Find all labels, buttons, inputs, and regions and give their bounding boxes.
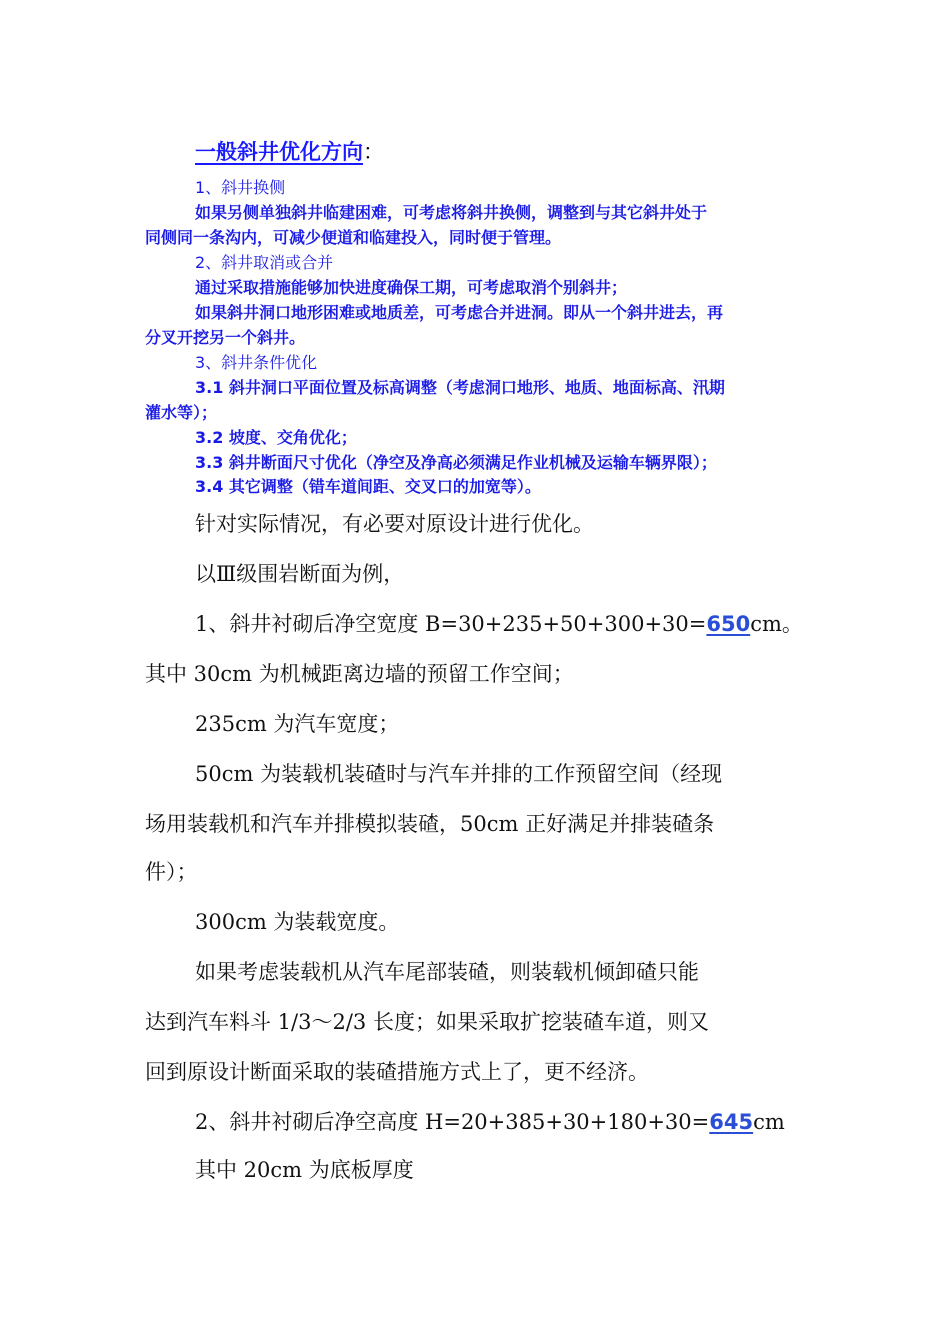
- paragraph-4: 其中 30cm 为机械距离边墙的预留工作空间；: [145, 662, 574, 686]
- width-formula: 1、斜井衬砌后净空宽度 B=30+235+50+300+30=: [195, 612, 707, 636]
- paragraph-7: 300cm 为装载宽度。: [195, 910, 400, 934]
- item2-line1: 通过采取措施能够加快进度确保工期，可考虑取消个别斜井；: [195, 278, 628, 297]
- item3-1-line2: 灌水等）；: [145, 403, 218, 422]
- item3-1-line1: 3.1 斜井洞口平面位置及标高调整（考虑洞口地形、地质、地面标高、汛期: [195, 378, 725, 397]
- item2-title: 2、斜井取消或合并: [195, 253, 334, 272]
- paragraph-10: 其中 20cm 为底板厚度: [195, 1158, 414, 1182]
- paragraph-9: [195, 1108, 785, 1136]
- item3-title: 3、斜井条件优化: [195, 353, 318, 372]
- paragraph-6-line3: 件）；: [145, 860, 198, 884]
- paragraph-1: 针对实际情况，有必要对原设计进行优化。: [195, 512, 594, 536]
- paragraph-3: [195, 610, 803, 638]
- item2-line2: 如果斜井洞口地形困难或地质差，可考虑合并进洞。即从一个斜井进去，再: [195, 303, 724, 322]
- paragraph-8-line1: 如果考虑装载机从汽车尾部装碴，则装载机倾卸碴只能: [195, 960, 699, 984]
- paragraph-6-line1: 50cm 为装载机装碴时与汽车并排的工作预留空间（经现: [195, 762, 723, 786]
- paragraph-6-line2: 场用装载机和汽车并排模拟装碴，50cm 正好满足并排装碴条: [145, 812, 715, 836]
- item3-3: 3.3 斜井断面尺寸优化（净空及净高必须满足作业机械及运输车辆界限）；: [195, 453, 717, 472]
- heading-link[interactable]: 一般斜井优化方向: [195, 140, 363, 164]
- paragraph-5: 235cm 为汽车宽度；: [195, 712, 400, 736]
- item3-2: 3.2 坡度、交角优化；: [195, 428, 357, 447]
- height-unit: cm: [753, 1110, 785, 1134]
- paragraph-2: 以Ⅲ级围岩断面为例，: [195, 562, 405, 586]
- item1-line1: 如果另侧单独斜井临建困难，可考虑将斜井换侧，调整到与其它斜井处于: [195, 203, 708, 222]
- height-formula: 2、斜井衬砌后净空高度 H=20+385+30+180+30=: [195, 1110, 710, 1134]
- item1-title: 1、斜井换侧: [195, 178, 286, 197]
- item3-4: 3.4 其它调整（错车道间距、交叉口的加宽等）。: [195, 477, 541, 496]
- item1-line2: 同侧同一条沟内，可减少便道和临建投入，同时便于管理。: [145, 228, 562, 247]
- section-heading: [195, 136, 384, 166]
- width-value-link[interactable]: 650: [706, 612, 751, 636]
- item2-line3: 分叉开挖另一个斜井。: [145, 328, 306, 347]
- paragraph-8-line3: 回到原设计断面采取的装碴措施方式上了，更不经济。: [145, 1060, 649, 1084]
- heading-colon: ：: [363, 140, 384, 164]
- height-value-link[interactable]: 645: [709, 1110, 754, 1134]
- paragraph-8-line2: 达到汽车料斗 1/3～2/3 长度；如果采取扩挖装碴车道，则又: [145, 1010, 709, 1034]
- width-unit: cm。: [750, 612, 803, 636]
